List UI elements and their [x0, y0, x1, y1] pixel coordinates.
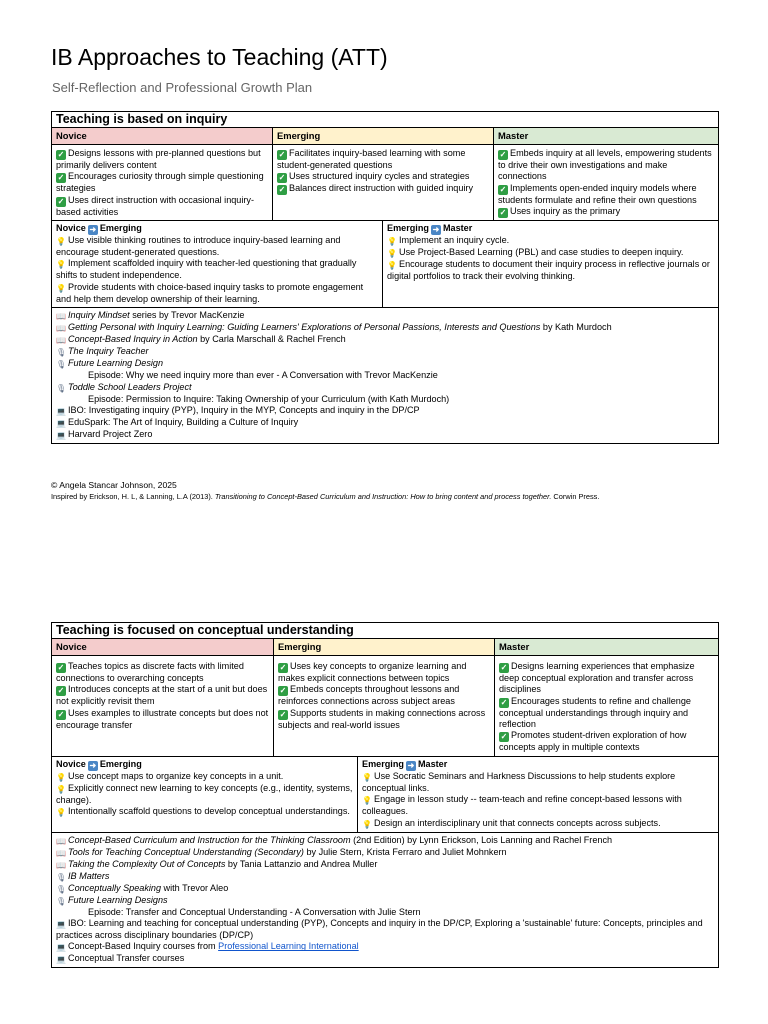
microphone-icon: 🎙: [56, 884, 67, 894]
emerging-to-master-strategies: [383, 221, 719, 308]
list-item: 💡 Intentionally scaffold questions to develop conceptual understandings.: [56, 806, 350, 818]
list-item: ✓ Uses direct instruction with occasional inquiry-based activities: [56, 194, 254, 217]
open-book-icon: 📖: [56, 860, 66, 870]
resources-cell: [52, 832, 719, 968]
list-item: ✓ Designs learning experiences that emphasize deep conceptual exploration and transfer across disciplines: [499, 660, 695, 695]
list-item: 💡 Engage in lesson study -- team-teach and refine concept-based lessons with colleagues.: [362, 794, 682, 817]
microphone-icon: 🎙: [56, 360, 67, 370]
att-table-inquiry: [51, 111, 719, 444]
strategy-title: Emerging ➜ Master: [387, 223, 473, 235]
check-icon: ✓: [500, 732, 508, 742]
microphone-icon: 🎙: [56, 383, 67, 393]
light-bulb-icon: 💡: [387, 249, 397, 259]
open-book-icon: 📖: [56, 324, 66, 334]
check-icon: ✓: [57, 173, 65, 183]
level-header-emerging: Emerging: [273, 128, 494, 144]
list-item: 💡 Provide students with choice-based inquiry tasks to promote engagement and help them develop ownership of their learning.: [56, 281, 364, 304]
list-item: ✓ Balances direct instruction with guided inquiry: [278, 183, 473, 195]
podcast-resource: 🎙 Future Learning Designs: [56, 894, 168, 906]
light-bulb-icon: 💡: [387, 237, 397, 247]
microphone-icon: 🎙: [56, 872, 67, 882]
right-arrow-icon: ➜: [407, 760, 415, 770]
book-resource: 📖 Getting Personal with Inquiry Learning: Guiding Learners' Explorations of Personal Passions, Interests and Questions by Kath Murdoch: [56, 322, 612, 334]
list-item: ✓ Implements open-ended inquiry models where students formulate and refine their own questions: [498, 182, 697, 205]
podcast-resource: 🎙 IB Matters: [56, 870, 110, 882]
online-resource: 💻 Harvard Project Zero: [56, 429, 153, 441]
list-item: 💡 Use concept maps to organize key concepts in a unit.: [56, 770, 284, 782]
podcast-episode: Episode: Permission to Inquire: Taking Ownership of your Curriculum (with Kath Murdoch): [88, 393, 450, 404]
light-bulb-icon: 💡: [56, 772, 66, 782]
laptop-icon: 💻: [56, 955, 66, 965]
page-subtitle: Self-Reflection and Professional Growth Plan: [52, 80, 313, 95]
table-heading: Teaching is based on inquiry: [52, 112, 719, 128]
citation-note: Inspired by Erickson, H. L, & Lanning, L.A (2013). Transitioning to Concept-Based Curriculum and Instruction: How to bring content and process together. Corwin Press.: [51, 492, 600, 501]
list-item: ✓ Supports students in making connections across subjects and real-world issues: [278, 707, 486, 730]
list-item: 💡 Encourage students to document their inquiry process in reflective journals or digital portfolios to track their evolving thinking.: [387, 259, 710, 282]
list-item: ✓ Facilitates inquiry-based learning with some student-generated questions: [277, 147, 466, 170]
podcast-resource: 🎙 Conceptually Speaking with Trevor Aleo: [56, 882, 229, 894]
master-descriptors: [494, 144, 719, 220]
list-item: ✓ Uses examples to illustrate concepts but does not encourage transfer: [56, 707, 269, 730]
check-icon: ✓: [279, 662, 287, 672]
open-book-icon: 📖: [56, 312, 66, 322]
list-item: ✓ Uses inquiry as the primary: [499, 206, 621, 218]
list-item: ✓ Teaches topics as discrete facts with limited connections to overarching concepts: [56, 660, 244, 683]
list-item: 💡 Use Socratic Seminars and Harkness Discussions to help students explore conceptual links.: [362, 770, 676, 793]
check-icon: ✓: [279, 686, 287, 696]
laptop-icon: 💻: [56, 920, 66, 930]
check-icon: ✓: [57, 709, 65, 719]
podcast-resource: 🎙 Future Learning Design: [56, 358, 164, 370]
professional-learning-link[interactable]: Professional Learning International: [218, 941, 359, 952]
strategy-title: Novice ➜ Emerging: [56, 223, 142, 235]
online-resource: 💻 EduSpark: The Art of Inquiry, Building a Culture of Inquiry: [56, 417, 299, 429]
podcast-resource: 🎙 The Inquiry Teacher: [56, 346, 149, 358]
list-item: ✓ Encourages curiosity through simple questioning strategies: [56, 171, 264, 194]
list-item: ✓ Uses structured inquiry cycles and strategies: [278, 171, 470, 183]
microphone-icon: 🎙: [56, 348, 67, 358]
check-icon: ✓: [57, 196, 65, 206]
book-resource: 📖 Concept-Based Inquiry in Action by Carla Marschall & Rachel French: [56, 334, 346, 346]
page-title: IB Approaches to Teaching (ATT): [51, 44, 388, 70]
laptop-icon: 💻: [56, 943, 66, 953]
novice-descriptors: [52, 144, 273, 220]
level-header-novice: Novice: [52, 128, 273, 144]
list-item: 💡 Design an interdisciplinary unit that connects concepts across subjects.: [362, 817, 661, 829]
check-icon: ✓: [500, 697, 508, 707]
light-bulb-icon: 💡: [362, 772, 372, 782]
light-bulb-icon: 💡: [56, 784, 66, 794]
list-item: 💡 Use visible thinking routines to introduce inquiry-based learning and encourage student-generated questions.: [56, 235, 341, 258]
list-item: ✓ Introduces concepts at the start of a unit but does not explicitly revisit them: [56, 684, 268, 707]
list-item: ✓ Embeds inquiry at all levels, empowering students to drive their own investigations and make connections: [498, 147, 712, 182]
list-item: ✓ Uses key concepts to organize learning and makes explicit connections between topics: [278, 660, 467, 683]
list-item: 💡 Use Project-Based Learning (PBL) and case studies to deepen inquiry.: [387, 247, 684, 259]
book-resource: 📖 Tools for Teaching Conceptual Understanding (Secondary) by Julie Stern, Krista Ferraro and Juliet Mohnkern: [56, 846, 507, 858]
emerging-descriptors: [274, 655, 495, 756]
att-table-conceptual: [51, 622, 719, 968]
check-icon: ✓: [499, 184, 507, 194]
laptop-icon: 💻: [56, 407, 66, 417]
level-header-emerging: Emerging: [274, 639, 495, 655]
check-icon: ✓: [57, 149, 65, 159]
emerging-descriptors: [273, 144, 494, 220]
list-item: ✓ Designs lessons with pre-planned questions but primarily delivers content: [56, 147, 261, 170]
check-icon: ✓: [57, 662, 65, 672]
check-icon: ✓: [278, 173, 286, 183]
light-bulb-icon: 💡: [362, 819, 372, 829]
check-icon: ✓: [278, 149, 286, 159]
podcast-resource: 🎙 Toddle School Leaders Project: [56, 381, 192, 393]
light-bulb-icon: 💡: [362, 796, 372, 806]
list-item: ✓ Encourages students to refine and challenge conceptual understandings through inquiry and reflection: [499, 695, 691, 730]
resources-cell: [52, 308, 719, 444]
microphone-icon: 🎙: [56, 896, 67, 906]
emerging-to-master-strategies: [358, 756, 719, 832]
level-header-master: Master: [494, 128, 719, 144]
level-header-master: Master: [495, 639, 719, 655]
light-bulb-icon: 💡: [56, 283, 66, 293]
online-resource: 💻 Concept-Based Inquiry courses from Professional Learning International: [56, 941, 359, 953]
podcast-episode: Episode: Why we need inquiry more than ever - A Conversation with Trevor MacKenzie: [88, 370, 438, 381]
online-resource: 💻 Conceptual Transfer courses: [56, 953, 185, 965]
book-resource: 📖 Inquiry Mindset series by Trevor MacKenzie: [56, 310, 245, 322]
book-resource: 📖 Taking the Complexity Out of Concepts by Tania Lattanzio and Andrea Muller: [56, 858, 378, 870]
online-resource: 💻 IBO: Investigating inquiry (PYP), Inquiry in the MYP, Concepts and inquiry in the DP/CP: [56, 405, 420, 417]
light-bulb-icon: 💡: [56, 808, 66, 818]
book-resource: 📖 Concept-Based Curriculum and Instruction for the Thinking Classroom (2nd Edition) by Lynn Erickson, Lois Lanning and Rachel French: [56, 834, 613, 846]
table-heading: Teaching is focused on conceptual understanding: [52, 623, 719, 639]
check-icon: ✓: [57, 686, 65, 696]
light-bulb-icon: 💡: [387, 261, 397, 271]
novice-to-emerging-strategies: [52, 756, 358, 832]
check-icon: ✓: [279, 709, 287, 719]
light-bulb-icon: 💡: [56, 260, 66, 270]
open-book-icon: 📖: [56, 848, 66, 858]
novice-to-emerging-strategies: [52, 221, 383, 308]
check-icon: ✓: [499, 149, 507, 159]
list-item: 💡 Implement an inquiry cycle.: [387, 235, 510, 247]
laptop-icon: 💻: [56, 431, 66, 441]
right-arrow-icon: ➜: [432, 225, 440, 235]
right-arrow-icon: ➜: [89, 225, 97, 235]
light-bulb-icon: 💡: [56, 237, 66, 247]
right-arrow-icon: ➜: [89, 760, 97, 770]
laptop-icon: 💻: [56, 419, 66, 429]
novice-descriptors: [52, 655, 274, 756]
list-item: ✓ Promotes student-driven exploration of how concepts apply in multiple contexts: [499, 730, 687, 753]
list-item: ✓ Embeds concepts throughout lessons and reinforces connections across subject areas: [278, 684, 460, 707]
level-header-novice: Novice: [52, 639, 274, 655]
strategy-title: Emerging ➜ Master: [362, 758, 448, 770]
master-descriptors: [495, 655, 719, 756]
strategy-title: Novice ➜ Emerging: [56, 758, 142, 770]
open-book-icon: 📖: [56, 836, 66, 846]
podcast-episode: Episode: Transfer and Conceptual Understanding - A Conversation with Julie Stern: [88, 906, 421, 917]
check-icon: ✓: [499, 208, 507, 218]
check-icon: ✓: [500, 662, 508, 672]
list-item: 💡 Implement scaffolded inquiry with teacher-led questioning that gradually shifts to student independence.: [56, 258, 357, 281]
open-book-icon: 📖: [56, 336, 66, 346]
online-resource: 💻 IBO: Learning and teaching for conceptual understanding (PYP), Concepts and inquiry in the DP/CP, Exploring a 'sustainable' future: Concepts, principles and practices across disciplinary boundaries (DP/CP): [56, 918, 703, 941]
copyright-note: © Angela Stancar Johnson, 2025: [51, 480, 177, 490]
check-icon: ✓: [278, 185, 286, 195]
list-item: 💡 Explicitly connect new learning to key concepts (e.g., identity, systems, change).: [56, 782, 353, 805]
